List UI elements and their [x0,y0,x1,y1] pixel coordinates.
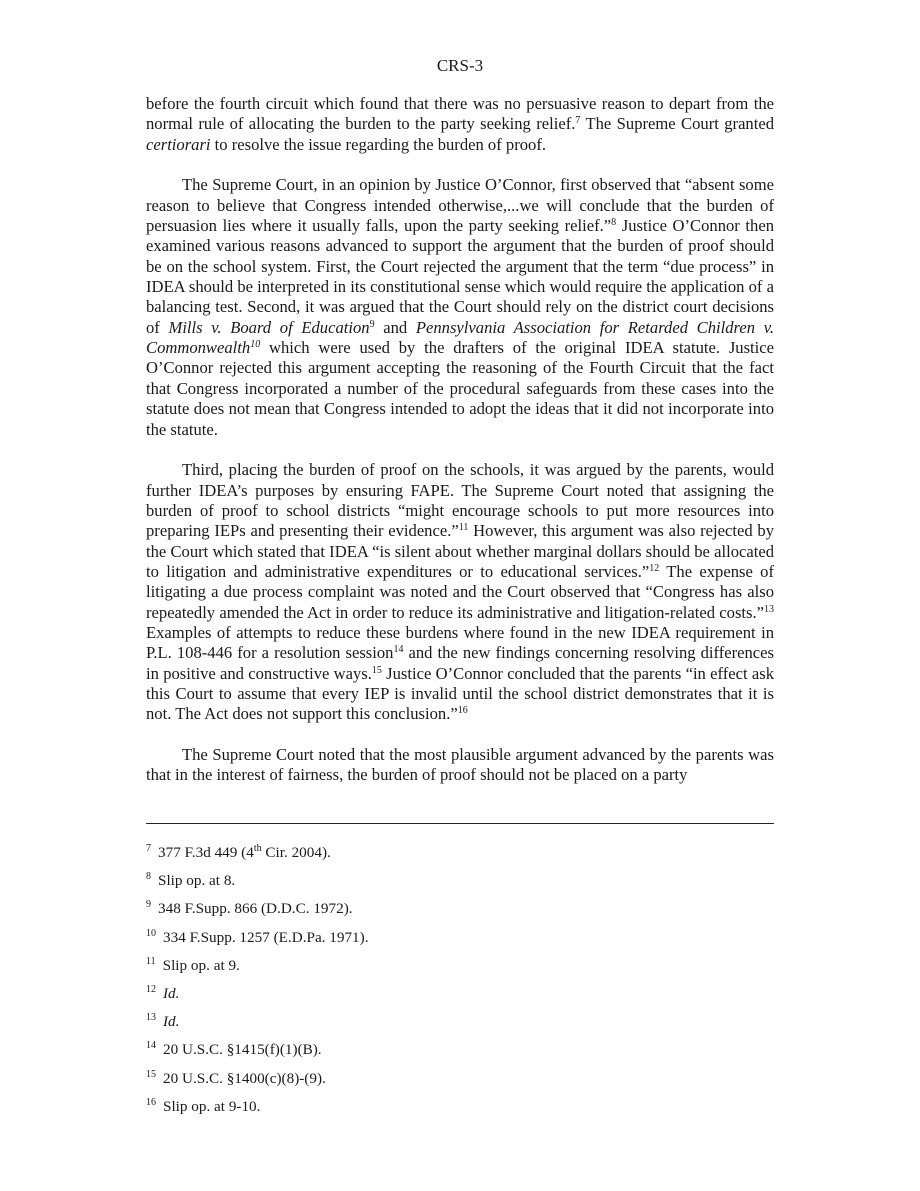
italic-text: Id. [163,984,180,1002]
footnote-item [146,899,774,927]
text-run: Cir. 2004). [261,844,331,861]
footnote-divider [146,823,774,824]
paragraph [146,745,774,786]
footnote-item [146,843,774,871]
footnote-ref: 16 [457,705,468,717]
page-header: CRS-3 [436,56,484,75]
footnote-ref: 15 [371,664,382,676]
text-run: Justice O’Connor then examined various reasons advanced to support the argument that the burden of proof should be on the school system. First, the Court rejected the argument that the term “due process” in IDEA should be interpreted in its constitutional sense which would require the application of a balancing test. Second, it was argued that the Court should rely on the district court decisions of [146,216,774,337]
footnote-ref: 9 [369,318,375,330]
italic-text: certiorari [146,134,211,154]
footnotes [146,843,774,1125]
text-run: 20 U.S.C. §1400(c)(8)-(9). [163,1069,326,1087]
text-run: 377 F.3d 449 (4 [158,844,254,861]
text-run: Slip op. at 8. [158,872,236,890]
text-run: 348 F.Supp. 866 (D.D.C. 1972). [158,900,353,918]
footnote-number: 11 [146,955,156,967]
footnote-ref: 13 [764,603,774,615]
text-run: The Supreme Court noted that the most plausible argument advanced by the parents was that in the interest of fairness, the burden of proof should not be placed on a party [146,745,774,785]
footnote-item [146,1069,774,1097]
text-run: The expense of litigating a due process complaint was noted and the Court observed that “Congress has also repeatedly amended the Act in order to reduce its administrative and litigation-related costs.” [146,561,774,622]
footnote-ref: 12 [649,562,660,574]
italic-text: Id. [163,1013,180,1031]
footnote-number: 15 [146,1068,156,1080]
footnote-item [146,1012,774,1040]
footnote-number: 10 [146,927,156,939]
footnote-number: 16 [146,1096,156,1108]
footnote-ref: 10 [250,339,261,351]
text-run: to resolve the issue regarding the burden of proof. [210,134,546,154]
text-run: Slip op. at 9. [162,956,240,974]
text-run: The Supreme Court, in an opinion by Justice O’Connor, first observed that “absent some reason to believe that Congress intended otherwise,...we will conclude that the burden of persuasion lies where it usually falls, upon the party seeking relief.” [146,175,774,236]
italic-text: Mills v. Board of Education [168,317,370,337]
footnote-ref: 11 [458,522,469,534]
text-run: The Supreme Court granted [580,114,774,134]
footnote-number: 9 [146,899,151,911]
footnote-item [146,928,774,956]
footnote-number: 14 [146,1040,156,1052]
footnote-item [146,956,774,984]
paragraph [146,460,774,724]
footnote-item [146,1097,774,1125]
text-run: Examples of attempts to reduce these burdens where found in the new IDEA requirement in P.L. 108-446 for a resolution session [146,622,774,663]
text-run: and [374,317,416,337]
body-text [146,94,774,806]
footnote-item [146,871,774,899]
footnote-item [146,1040,774,1068]
paragraph [146,94,774,155]
text-run: However, this argument was also rejected by the Court which stated that IDEA “is silent about whether marginal dollars should be allocated to litigation and administrative expenditures or to educational services.” [146,521,775,581]
footnote-number: 12 [146,983,156,995]
footnote-ref: 8 [611,217,617,229]
footnote-number: 7 [146,843,151,854]
text-run: which were used by the drafters of the original IDEA statute. Justice O’Connor rejected this argument accepting the reasoning of the Fourth Circuit that the fact that Congress incorporated a number of the procedural safeguards from these cases into the statute does not mean that Congress intended to adopt the ideas that it did not incorporate into the statute. [146,338,774,439]
text-run: before the fourth circuit which found that there was no persuasive reason to depart from the normal rule of allocating the burden to the party seeking relief. [146,94,774,134]
footnote-ref: 7 [575,115,581,127]
text-run: 334 F.Supp. 1257 (E.D.Pa. 1971). [163,928,369,946]
footnote-ref: 14 [393,644,404,656]
text-run: 20 U.S.C. §1415(f)(1)(B). [163,1041,322,1059]
text-run: and the new findings concerning resolving differences in positive and constructive ways. [146,643,774,683]
footnote-item [146,984,774,1012]
paragraph [146,175,774,439]
text-run: Justice O’Connor concluded that the parents “in effect ask this Court to assume that every IEP is invalid until the school district demonstrates that it is not. The Act does not support this conclusion.” [146,663,774,724]
italic-text: Pennsylvania Association for Retarded Children v. Commonwealth [146,317,774,358]
footnote-number: 13 [146,1012,156,1024]
text-run: Third, placing the burden of proof on the schools, it was argued by the parents, would further IDEA’s purposes by ensuring FAPE. The Supreme Court noted that assigning the burden of proof to school districts “might encourage schools to put more resources into preparing IEPs and presenting their evidence.” [146,460,774,541]
footnote-ref: th [253,843,262,854]
text-run: Slip op. at 9-10. [163,1097,261,1115]
footnote-number: 8 [146,871,151,883]
